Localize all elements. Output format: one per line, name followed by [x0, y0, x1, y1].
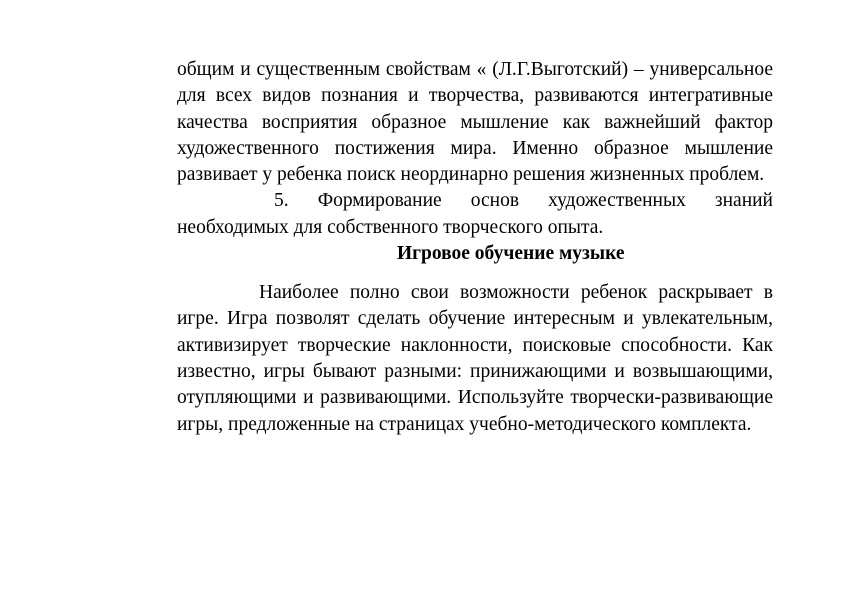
paragraph-2: 5. Формирование основ художественных знаний необходимых для собственного творческого опыта. — [177, 190, 773, 238]
paragraph-3: Наиболее полно свои возможности ребенок раскрывает в игре. Игра позволят сделать обучение интересным и увлекательным, активизирует творческие наклонности, поисковые способности. Как известно, игры бывают разными: принижающими и возвышающими, отупляющими и развивающими. Используйте творчески-развивающие игры, предложенные на страницах учебно-методического комплекта. — [177, 282, 773, 435]
section-heading: Игровое обучение музыке — [397, 243, 625, 265]
paragraph-1: общим и существенным свойствам « (Л.Г.Выготский) – универсальное для всех видов познания и творчества, развиваются интегративные качества восприятия образное мышление как важнейший фактор художественного постижения мира. Именно образное мышление развивает у ребенка поиск неординарно решения жизненных проблем. — [177, 59, 773, 186]
text-block — [177, 57, 773, 438]
